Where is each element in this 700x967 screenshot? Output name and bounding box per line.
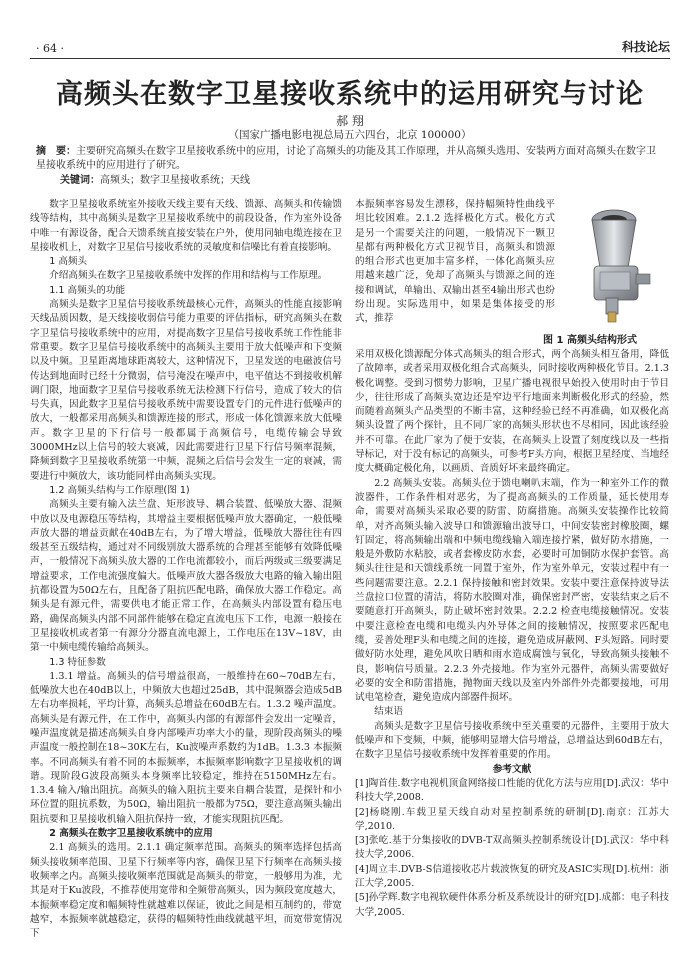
header-rule <box>30 58 670 59</box>
section-heading: 结束语 <box>374 706 403 718</box>
reference-item: [1]陶首佳.数字电视机顶盒网络接口性能的优化方法与应用[D].武汉：华中科技大学,2008. <box>355 777 669 804</box>
reference-item: [5]孙学辉.数字电视软硬件体系分析及系统设计的研究[D].成都：电子科技大学,2005. <box>355 892 669 918</box>
journal-name: 科技论坛 <box>621 40 670 54</box>
figure-lnb <box>560 198 668 328</box>
author: 郝 翔 <box>336 114 364 128</box>
paragraph: 采用双极化馈源配分体式高频头的组合形式，两个高频头相互备用，降低了故障率，或者采用双极化组合式高频头，同时接收两种极化节目。2.1.3 极化调整。受到习惯势力影响，卫星广播电视很早始投入使用时由于节目少，往往形成了高频头宽边还是窄边平行地面来判断极化形式的经验，然而随着高频头产品类型的不断丰富，这种经验已经不再准确，如双极化高频头设置了两个探针，且不同厂家的高频头形状也不尽相同，因此该经验并不可靠。在此厂家为了便于安装，在高频头上设置了刻度线以及一些指导标记，对于没有标记的高频头，可参考F头方向，根据卫星经度、当地经度大概确定极化角，以画质、音质好坏来最终确定。 <box>355 349 669 475</box>
section-heading: 2 高频头在数字卫星接收系统中的应用 <box>49 828 213 840</box>
keywords-label: 关键词： <box>60 175 100 186</box>
paragraph: 数字卫星接收系统室外接收天线主要有天线、馈源、高频头和传输馈线等结构，其中高频头是数字卫星接收系统中的前段设备，作为室外设备中唯一有源设备，配合天馈系统直接安装在户外，使用同轴电缆连接在卫星接收机上，对数字卫星信号接收系统的灵敏度和信噪比有着直接影响。 <box>30 199 342 253</box>
section-heading: 1.2 高频头结构与工作原理(图 1) <box>49 484 190 496</box>
right-column-bottom <box>355 348 669 920</box>
paper-title: 高频头在数字卫星接收系统中的运用研究与讨论 <box>56 79 644 110</box>
paragraph: 2.1 高频头的选用。2.1.1 确定频率范围。高频头的频率选择包括高频头接收频率范围、卫星下行频率等内容，确保卫星下行频率在高频头接收频率之内。高频头接收频率范围就是高频头的带宽，一般够用为准，尤其是对于Ku波段，不推荐使用宽带和全频带高频头，因为频段宽度越大，本振频率稳定度和幅频特性就越难以保证，彼此之间是相互制约的，带宽越窄，本振频率就越稳定，获得的幅频特性曲线就越平坦，而宽带宽情况下 <box>30 842 342 940</box>
paragraph: 介绍高频头在数字卫星接收系统中发挥的作用和结构与工作原理。 <box>49 270 328 282</box>
paragraph: 本振频率容易发生漂移，保持幅频特性曲线平坦比较困难。2.1.2 选择极化方式。极化方式是另一个需要关注的问题，一般情况下一颗卫星都有两种极化方式卫视节目，高频头和馈源的组合形式也更加丰富多样，一体化高频头应用越来越广泛，免却了高频头与馈源之间的连接和调试，单输出、双输出甚至4输出形式也纷纷出现。实际选用中，如果是集体接受的形式，推荐 <box>355 199 555 325</box>
left-column <box>30 198 342 941</box>
paragraph: 高频头主要有输入法兰盘、矩形波导、耦合装置、低噪放大器、混频中放以及电源稳压等结构，其增益主要根据低噪声放大器确定，一般低噪声放大器的增益贡献在40dB左右，为了增大增益，低噪放大器往往有四级甚至五级结构，通过对不同级别放大器系统的合理甚至能够有效降低噪声，一般情况下高频头放大器的工作电流都较小，而后两级或三级要满足增益要求，工作电流强度偏大。低噪声放大器各级放大电路的输入输出阻抗都设置为50Ω左右，且配备了阻抗匹配电路，确保放大器工作稳定。高频头是有源元件，需要供电才能正常工作，在高频头内部设置有稳压电路，确保高频头内部不同部件能够在稳定直流电压下工作，电源一般接在卫星接收机或者第一有源分分器直流电源上，工作电压在13V~18V，由第一中频电缆传输给高频头。 <box>30 499 342 654</box>
abstract <box>36 145 664 173</box>
section-heading: 参考文献 <box>492 763 532 775</box>
paragraph: 2.2 高频头安装。高频头位于馈电喇叭末端，作为一种室外工作的微波器件，工作条件相对恶劣，为了提高高频头的工作质量，延长使用寿命，需要对高频头采取必要的防雷、防腐措施。高频头安装操作比较简单，对齐高频头输入波导口和馈源输出波导口，中间安装密封橡胶圈，螺钉固定，将高频输出端和中频电缆线输入端连接拧紧，做好防水措施，一般是外敷防水粘胶，或者套橡皮防水套，必要时可加铜防水保护套管。高频头往往是和天馈线系统一同置于室外，作为室外单元，安装过程中有一些问题需要注意。2.2.1 保持接触和密封效果。安装中要注意保持波导法兰盘拉口位置的清洁，将防水胶圈对准，确保密封严密，安装结束之后不要随意打开高频头，防止破坏密封效果。2.2.2 检查电缆接触情况。安装中要注意检查电缆和电缆头内外导体之间的接触情况，按照要求匹配电缆，妥善处理F头和电缆之间的连接，避免造成屏蔽网、F头短路。同时要做好防水处理，避免风吹日晒和雨水造成腐蚀与氧化，导致高频头接触不良，影响信号质量。2.2.3 外壳接地。作为室外元器件，高频头需要做好必要的安全和防雷措施，抛物面天线以及室内外部件外壳都要接地，可用试电笔检查，避免造成内部器件损坏。 <box>355 477 669 704</box>
section-heading: 1.1 高频头的功能 <box>49 284 126 296</box>
reference-item: [2]杨晓刚.车载卫星天线自动对星控制系统的研制[D].南京：江苏大学,2010. <box>355 806 669 832</box>
paragraph: 高频头是数字卫星信号接收系统中至关重要的元器件，主要用于放大低噪声和下变频，中频，能够明显增大信号增益，总增益达到60dB左右，在数字卫星信号接收系统中发挥着重要的作用。 <box>355 720 669 761</box>
page-number: · 64 · <box>36 42 64 55</box>
reference-item: [3]张屹.基于分集接收的DVB-T双高频头控制系统设计[D].武汉：华中科技大学,2006. <box>355 835 669 861</box>
affiliation: （国家广播电影电视总局五六四台，北京 100000） <box>228 129 472 141</box>
figure-caption: 图 1 高频头结构形式 <box>543 335 637 346</box>
paragraph: 高频头是数字卫星信号接收系统最核心元件，高频头的性能直接影响天线品质因数，是天线接收弱信号能力重要的评估指标，研究高频头在数字卫星信号接收系统中的应用，对提高数字卫星信号接收系统工作性能非常重要。数字卫星信号接收系统中的高频头主要用于放大低噪声和下变频以及中频。卫星距离地球距离较大，这种情况下，卫星发送的电磁波信号传达到地面时已经十分微弱，信号淹没在噪声中，电平值达不到接收机解调门限，地面数字卫星信号接收系统无法检测下行信号，造成了较大的信号失真，因此数字卫星信号接收系统中需要设置专门的元件进行低噪声的放大，一般都采用高频头和馈源连接的形式，形成一体化馈源来放大低噪声。数字卫星的下行信号一般都属于高频信号，电缆传输会导致3000MHz以上信号的较大衰减，因此需要进行卫星下行信号频率混频，降频到数字卫星接收系统第一中频，混频之后信号会发生一定的衰减，需要进行中频放大，该功能同样由高频头实现。 <box>30 299 342 482</box>
section-heading: 1.3 特征参数 <box>49 656 106 668</box>
abstract-label: 摘 要： <box>36 146 76 157</box>
section-heading: 1 高频头 <box>49 256 88 268</box>
keywords <box>60 174 664 188</box>
keywords-text: 高频头；数字卫星接收系统；天线 <box>100 175 250 186</box>
right-column-top <box>355 198 555 327</box>
lnb-image <box>560 198 668 328</box>
abstract-text: 主要研究高频头在数字卫星接收系统中的应用，讨论了高频头的功能及其工作原理，并从高频头选用、安装两方面对高频头在数字卫星接收系统中的应用进行了研究。 <box>36 146 656 171</box>
paragraph: 1.3.1 增益。高频头的信号增益很高，一般维持在60~70dB左右，低噪放大也在40dB以上，中频放大也超过25dB，其中混频器会造成5dB左右功率损耗，平均计算，高频头总增益在60dB左右。1.3.2 噪声温度。高频头是有源元件，在工作中，高频头内部的有源部件会发出一定噪音，噪声温度就是描述高频头自身内部噪声功率大小的量，现阶段高频头的噪声温度一般控制在18~30K左右，Ku波噪声系数约为1dB。1.3.3 本振频率。不同高频头有着不同的本振频率，本振频率影响数字卫星接收机的调谐。现阶段G波段高频头本身频率比较稳定，维持在5150MHz左右。1.3.4 输入/输出阻抗。高频头的输入阻抗主要来自耦合装置，是探针和小环位置的阻抗系数，为50Ω，输出阻抗一般都为75Ω，要注意高频头输出阻抗要和卫星接收机输入阻抗保持一致，才能实现阻抗匹配。 <box>30 670 342 825</box>
reference-item: [4]周立丰.DVB-S信道接收芯片载波恢复的研究及ASIC实现[D].杭州：浙江大学,2005. <box>355 863 669 889</box>
